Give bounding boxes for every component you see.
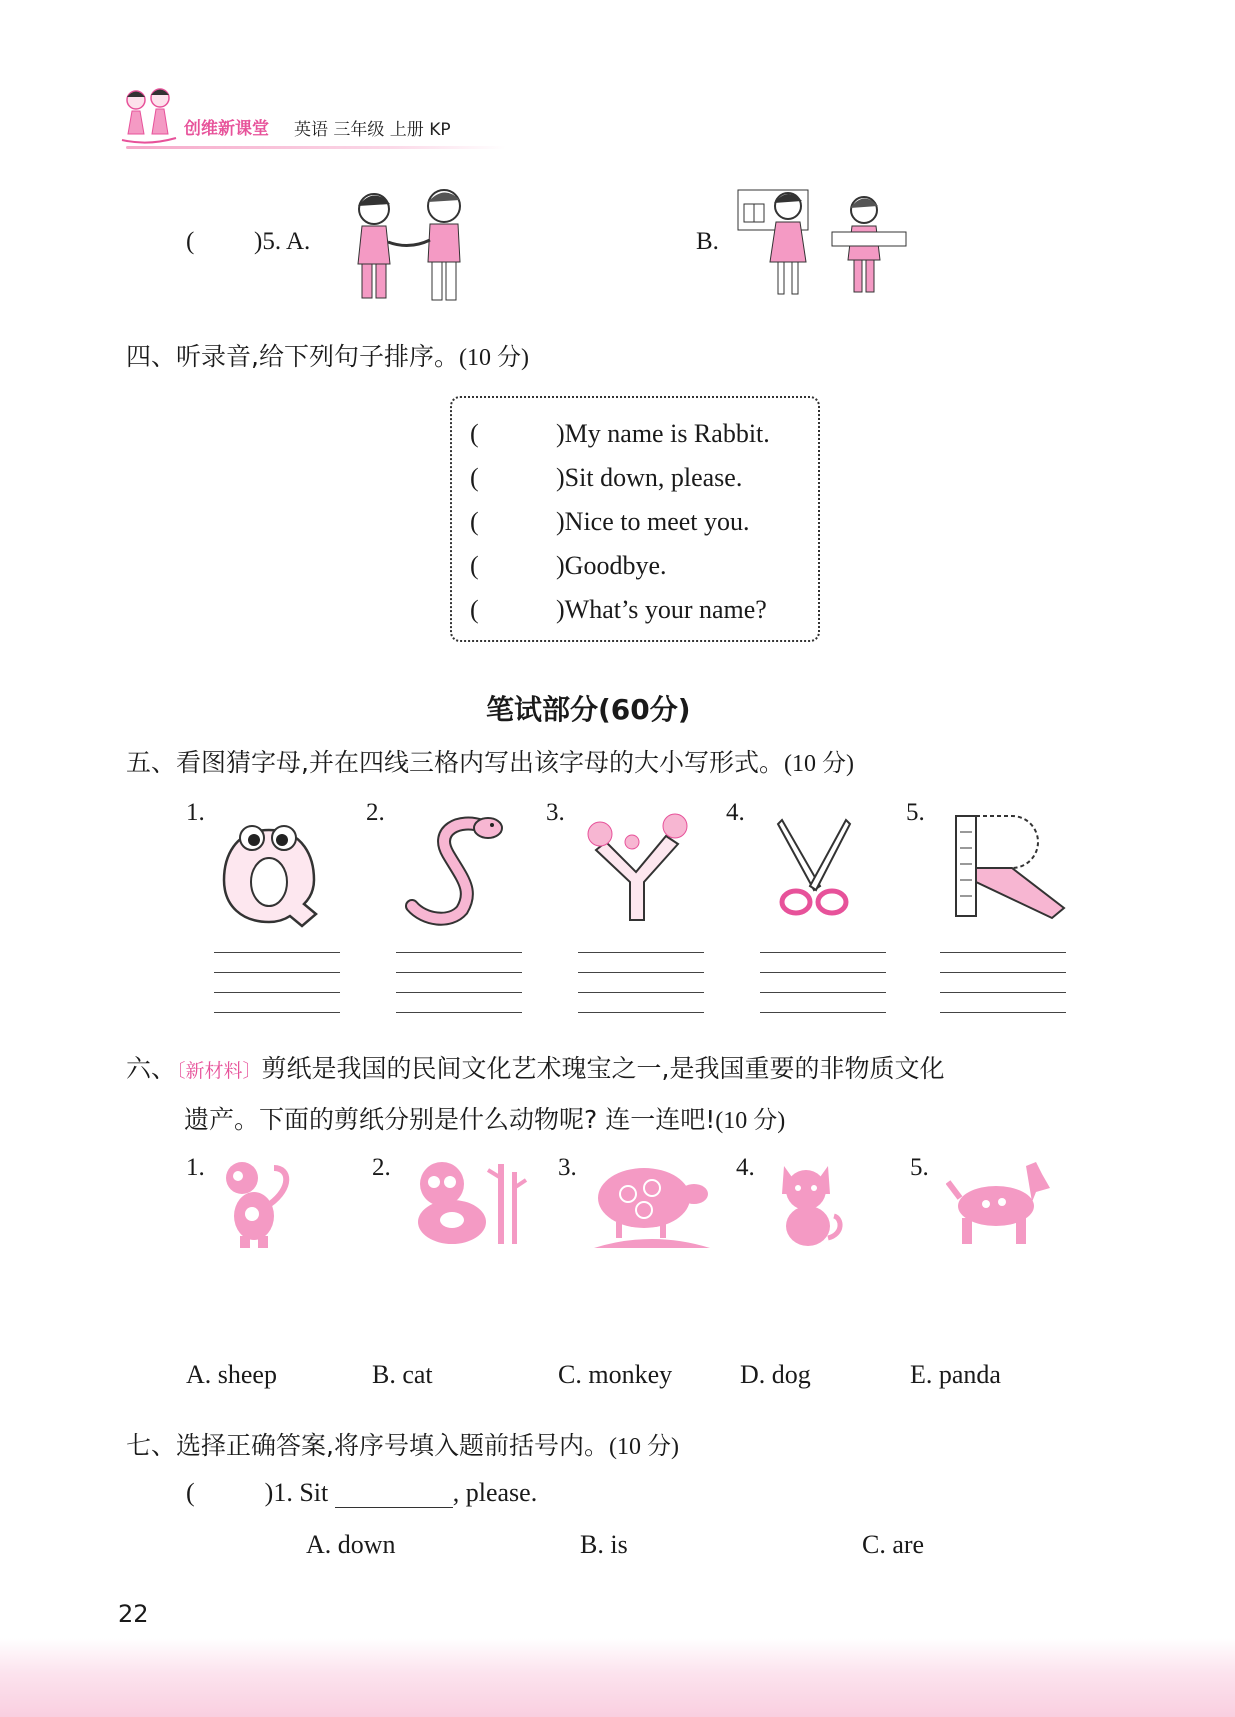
answer-paren-close: ) xyxy=(556,595,565,624)
answer-option: D. dog xyxy=(740,1360,811,1389)
greeting-at-door-picture xyxy=(734,186,910,306)
sentence-text: What’s your name? xyxy=(564,595,767,624)
item-number: 5. xyxy=(906,799,925,826)
answer-paren-open: ( xyxy=(186,1478,195,1507)
answer-blank[interactable] xyxy=(335,1483,453,1508)
sorting-row xyxy=(470,456,770,500)
sentence-text: Goodbye. xyxy=(564,551,667,580)
choice-option: B. is xyxy=(580,1530,628,1559)
item-number: 2. xyxy=(366,799,385,826)
dog-papercut-icon xyxy=(946,1158,1054,1250)
sorting-row xyxy=(470,412,770,456)
question-1 xyxy=(186,1478,537,1508)
answer-paren-open: ( xyxy=(470,419,479,448)
section-6-line1: 剪纸是我国的民间文化艺术瑰宝之一,是我国重要的非物质文化 xyxy=(261,1054,945,1083)
sentence-text: Nice to meet you. xyxy=(564,507,750,536)
option-b-label: B. xyxy=(696,228,719,255)
section-5-score: (10 分) xyxy=(783,751,854,777)
header-divider xyxy=(126,146,506,149)
page-number: 22 xyxy=(118,1600,149,1628)
answer-paren-open: ( xyxy=(470,507,479,536)
section-4-score: (10 分) xyxy=(458,345,529,371)
item-number: 1. xyxy=(186,799,205,826)
section-6-title xyxy=(126,1049,944,1085)
section-7-title-text: 七、选择正确答案,将序号填入题前括号内。 xyxy=(126,1431,609,1460)
answer-paren-open: ( xyxy=(186,228,195,255)
answer-option: B. cat xyxy=(372,1360,433,1389)
section-4-title xyxy=(126,337,529,373)
question-1-text-end: , please. xyxy=(452,1478,538,1507)
header xyxy=(118,84,538,154)
letter-q-face-icon xyxy=(214,818,324,930)
answer-paren-open: ( xyxy=(470,463,479,492)
letter-x-scissors-icon xyxy=(774,816,854,918)
four-line-grid[interactable] xyxy=(396,952,522,1014)
sorting-row xyxy=(470,500,770,544)
answer-option: A. sheep xyxy=(186,1360,277,1389)
answer-paren-close: ) xyxy=(556,507,565,536)
four-line-grid[interactable] xyxy=(760,952,886,1014)
four-line-grid[interactable] xyxy=(940,952,1066,1014)
section-4-title-text: 四、听录音,给下列句子排序。 xyxy=(126,342,459,371)
section-5-title-text: 五、看图猜字母,并在四线三格内写出该字母的大小写形式。 xyxy=(126,748,784,777)
new-material-tag: 〔新材料〕 xyxy=(176,1060,262,1082)
written-part-title: 笔试部分(60分) xyxy=(486,693,691,726)
answer-option: C. monkey xyxy=(558,1360,673,1389)
cat-papercut-icon xyxy=(770,1158,846,1250)
kids-logo-icon xyxy=(118,84,180,146)
sorting-row xyxy=(470,588,770,632)
letter-s-snake-icon xyxy=(404,810,514,928)
section-6-prefix: 六、 xyxy=(126,1054,177,1083)
item-number: 2. xyxy=(372,1154,391,1181)
sorting-box xyxy=(450,396,820,642)
sorting-row xyxy=(470,544,770,588)
section-6-score: (10 分) xyxy=(715,1108,786,1134)
sheep-papercut-icon xyxy=(592,1158,712,1250)
answer-paren-close: ) xyxy=(556,551,565,580)
section-7-title xyxy=(126,1426,679,1462)
sentence-text: My name is Rabbit. xyxy=(564,419,770,448)
item-number: 1. xyxy=(186,1154,205,1181)
footer-band xyxy=(0,1638,1235,1717)
handshake-picture xyxy=(344,184,474,304)
answer-paren-close: ) xyxy=(556,463,565,492)
answer-option: E. panda xyxy=(910,1360,1001,1389)
section-6-line2: 遗产。下面的剪纸分别是什么动物呢? 连一连吧! xyxy=(184,1105,716,1134)
brand-name: 创维新课堂 xyxy=(184,119,269,139)
item-number: 3. xyxy=(558,1154,577,1181)
item-number: 5. xyxy=(910,1154,929,1181)
sentence-text: Sit down, please. xyxy=(564,463,743,492)
choice-option: A. down xyxy=(306,1530,396,1559)
section-7-score: (10 分) xyxy=(608,1434,679,1460)
sorting-list xyxy=(470,412,770,632)
item-number: 3. xyxy=(546,799,565,826)
item-number: 4. xyxy=(736,1154,755,1181)
section-6-title-line2 xyxy=(184,1100,785,1136)
four-line-grid[interactable] xyxy=(214,952,340,1014)
answer-paren-close: ) xyxy=(556,419,565,448)
four-line-grid[interactable] xyxy=(578,952,704,1014)
letter-r-slide-icon xyxy=(952,812,1070,920)
question-1-text: )1. Sit xyxy=(264,1478,329,1507)
section-5-title xyxy=(126,743,854,779)
monkey-papercut-icon xyxy=(214,1158,294,1250)
answer-paren-open: ( xyxy=(470,595,479,624)
choice-option: C. are xyxy=(862,1530,925,1559)
letter-y-tree-icon xyxy=(580,812,700,922)
answer-paren-open: ( xyxy=(470,551,479,580)
question-number: )5. A. xyxy=(254,228,311,255)
panda-papercut-icon xyxy=(406,1158,528,1246)
item-number: 4. xyxy=(726,799,745,826)
book-meta: 英语 三年级 上册 KP xyxy=(294,120,451,140)
